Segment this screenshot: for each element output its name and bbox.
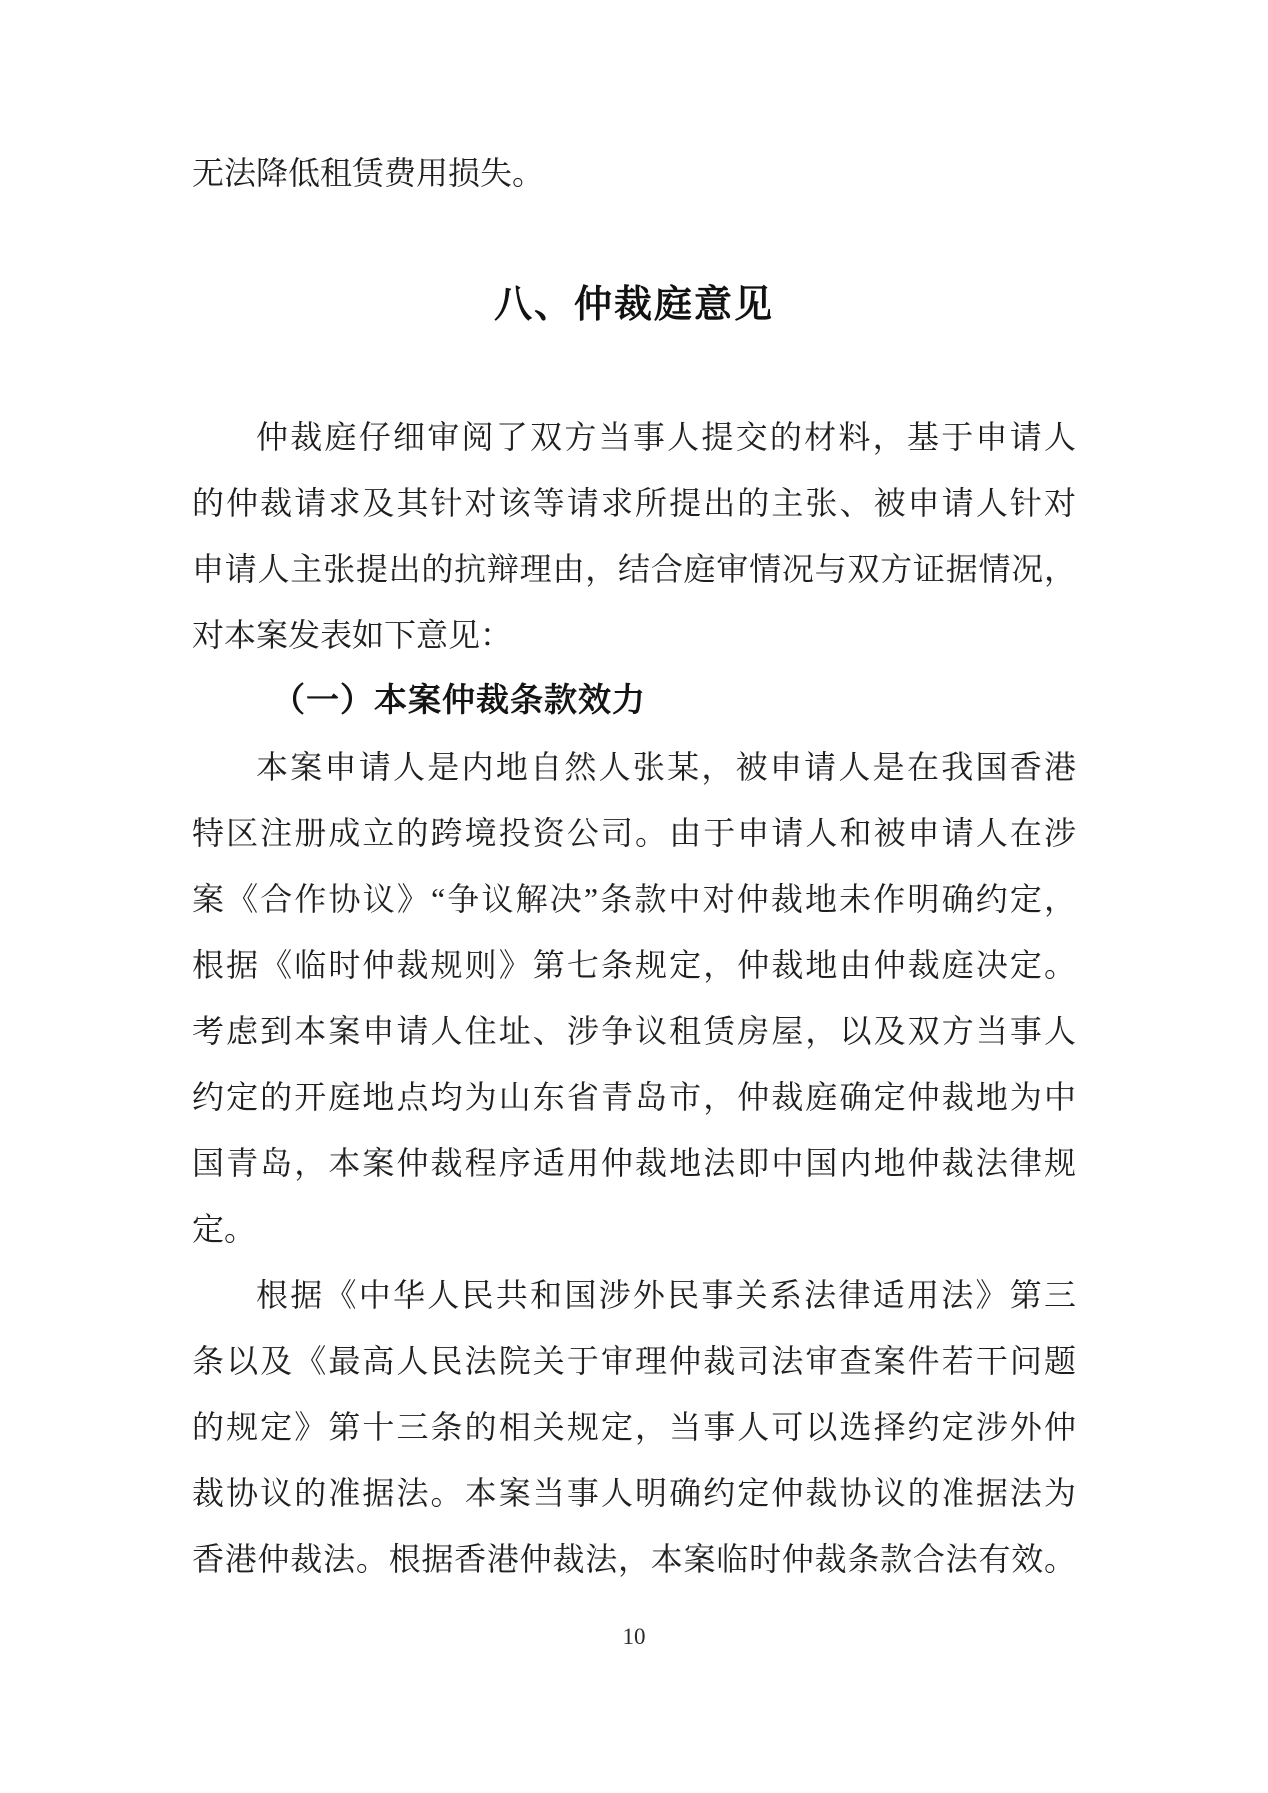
- paragraph2-line: 考虑到本案申请人住址、涉争议租赁房屋，以及双方当事人: [192, 1013, 1076, 1049]
- continuation-text-line: 无法降低租赁费用损失。: [192, 155, 545, 191]
- paragraph2-line: 本案申请人是内地自然人张某，被申请人是在我国香港: [256, 749, 1076, 785]
- paragraph1-line: 申请人主张提出的抗辩理由，结合庭审情况与双方证据情况，: [192, 551, 1076, 587]
- paragraph2-line: 案《合作协议》“争议解决”条款中对仲裁地未作明确约定，: [192, 881, 1076, 917]
- paragraph3-line: 条以及《最高人民法院关于审理仲裁司法审查案件若干问题: [192, 1343, 1076, 1379]
- paragraph1-line: 对本案发表如下意见：: [192, 617, 513, 653]
- subsection-heading: （一）本案仲裁条款效力: [272, 683, 646, 719]
- paragraph2-line: 根据《临时仲裁规则》第七条规定，仲裁地由仲裁庭决定。: [192, 947, 1076, 983]
- vertical-gap: [192, 206, 1076, 272]
- paragraph3-line: 裁协议的准据法。本案当事人明确约定仲裁协议的准据法为: [192, 1475, 1076, 1511]
- paragraph3-line: 的规定》第十三条的相关规定，当事人可以选择约定涉外仲: [192, 1409, 1076, 1445]
- paragraph2-line: 定。: [192, 1211, 257, 1247]
- paragraph2-line: 国青岛，本案仲裁程序适用仲裁地法即中国内地仲裁法律规: [192, 1145, 1076, 1181]
- paragraph2-line: 特区注册成立的跨境投资公司。由于申请人和被申请人在涉: [192, 815, 1076, 851]
- document-text-block: [192, 140, 1076, 1592]
- paragraph2-line: 约定的开庭地点均为山东省青岛市，仲裁庭确定仲裁地为中: [192, 1079, 1076, 1115]
- page-number: 10: [622, 1624, 646, 1649]
- paragraph1-line: 的仲裁请求及其针对该等请求所提出的主张、被申请人针对: [192, 485, 1076, 521]
- paragraph3-line: 香港仲裁法。根据香港仲裁法，本案临时仲裁条款合法有效。: [192, 1541, 1076, 1577]
- paragraph1-line: 仲裁庭仔细审阅了双方当事人提交的材料，基于申请人: [256, 419, 1076, 455]
- vertical-gap: [192, 338, 1076, 404]
- paragraph3-line: 根据《中华人民共和国涉外民事关系法律适用法》第三: [256, 1277, 1076, 1313]
- section-heading: 八、仲裁庭意见: [493, 284, 774, 326]
